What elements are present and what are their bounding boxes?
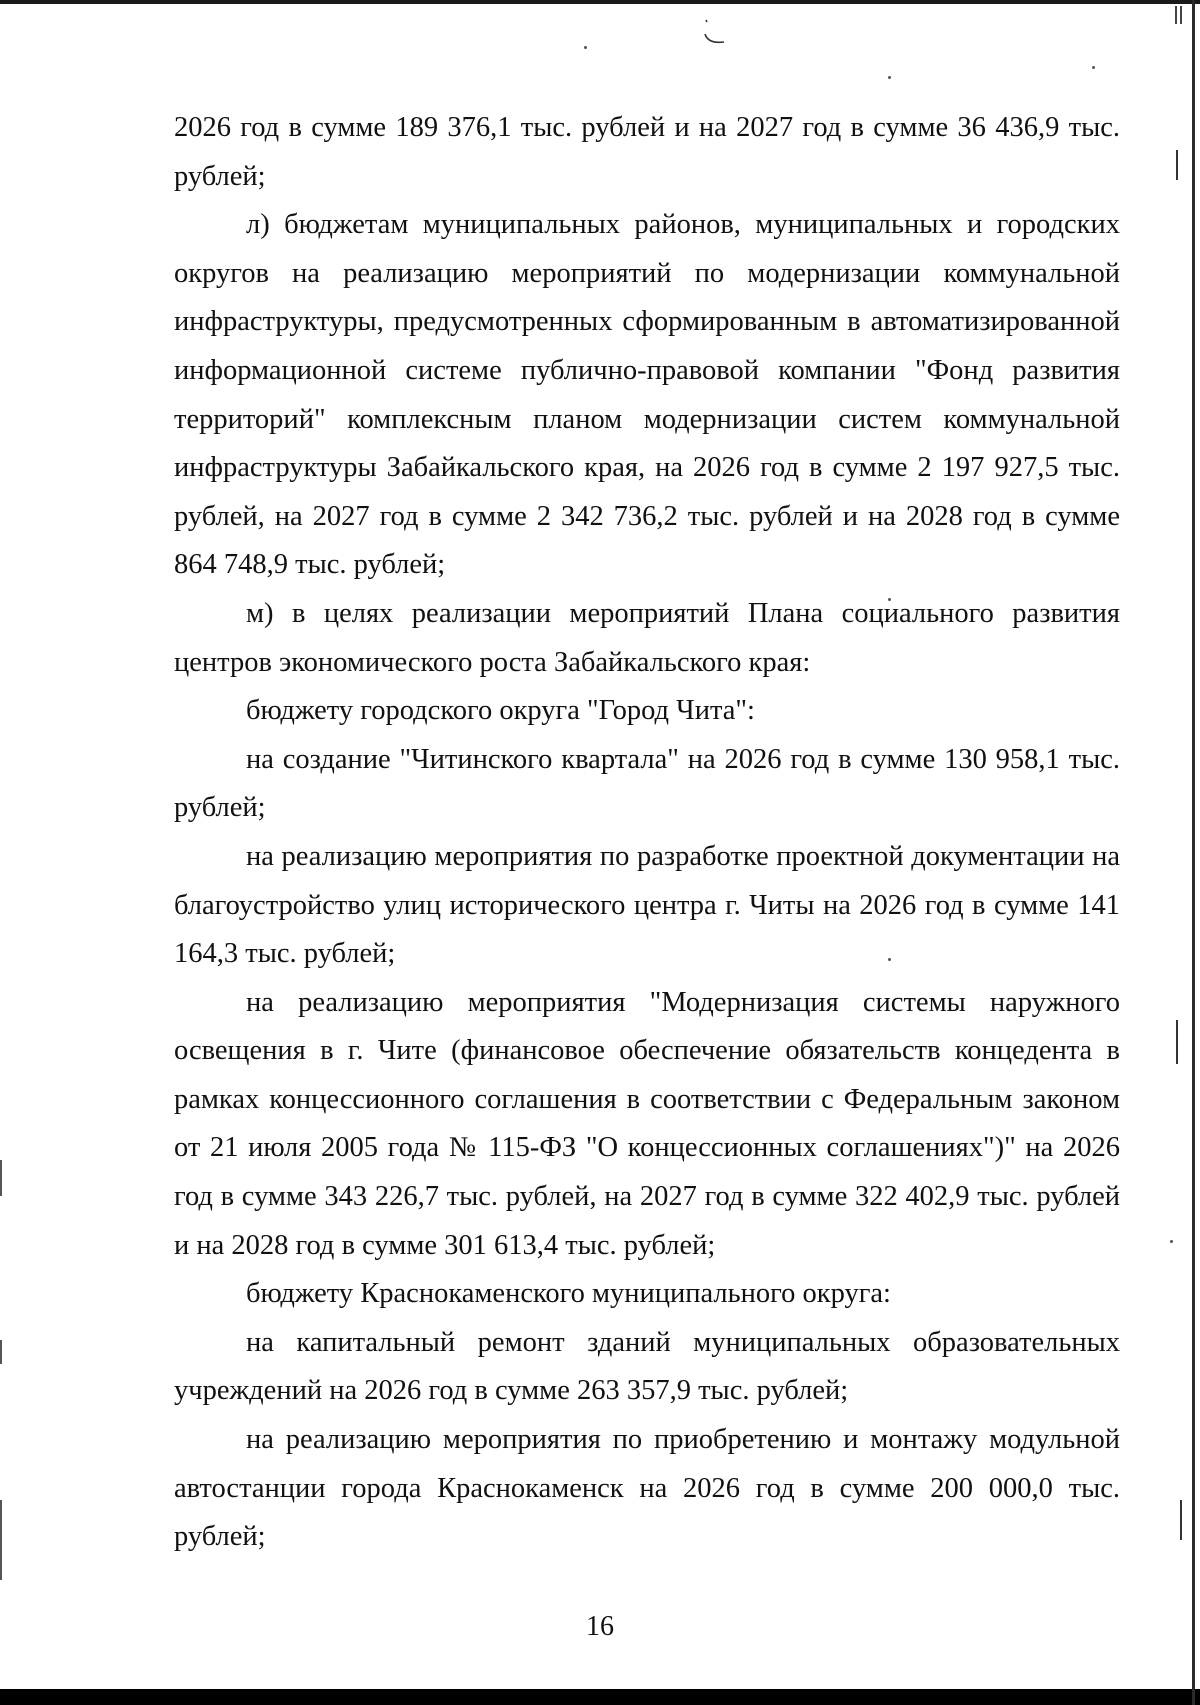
paragraph-street-lighting: на реализацию мероприятия "Модернизация системы наружного освещения в г. Чите (финансовое обеспечение обязательств концедента в рамках концессионного соглашения в соответствии с Федеральным законом от 21 июля 2005 года № 115-ФЗ "О концессионных соглашениях")" на 2026 год в сумме 343 226,7 тыс. рублей, на 2027 год в сумме 322 402,9 тыс. рублей и на 2028 год в сумме 301 613,4 тыс. рублей; <box>174 986 1120 1261</box>
scan-right-mark <box>1180 1500 1182 1540</box>
paragraph-continuation: 2026 год в сумме 189 376,1 тыс. рублей и на 2027 год в сумме 36 436,9 тыс. рублей; <box>174 112 1120 192</box>
scan-right-border <box>1192 0 1195 1705</box>
scan-dot <box>888 76 891 79</box>
paragraph-item-l: л) бюджетам муниципальных районов, муниципальных и городских округов на реализацию мероприятий по модернизации коммунальной инфраструктуры, предусмотренных сформированным в автоматизированной информационной системе публично-правовой компании "Фонд развития территорий" комплексным планом модернизации систем коммунальной инфраструктуры Забайкальского края, на 2026 год в сумме 2 197 927,5 тыс. рублей, на 2027 год в сумме 2 342 736,2 тыс. рублей и на 2028 год в сумме 864 748,9 тыс. рублей; <box>174 209 1120 581</box>
paragraph-bus-station: на реализацию мероприятия по приобретению и монтажу модульной автостанции города Краснокаменск на 2026 год в сумме 200 000,0 тыс. рублей; <box>174 1424 1120 1553</box>
paragraph-school-repair: на капитальный ремонт зданий муниципальных образовательных учреждений на 2026 год в сумме 263 357,9 тыс. рублей; <box>174 1326 1120 1407</box>
scan-dot <box>584 46 587 49</box>
scan-dot <box>1170 1240 1173 1243</box>
paragraph-historic-center: на реализацию мероприятия по разработке проектной документации на благоустройство улиц исторического центра г. Читы на 2026 год в сумме 141 164,3 тыс. рублей; <box>174 840 1120 970</box>
scan-dot <box>1092 66 1095 69</box>
document-body <box>174 104 1120 1562</box>
scan-right-mark <box>1176 150 1178 180</box>
scan-right-mark <box>1176 1020 1178 1064</box>
scan-corner-mark <box>1175 6 1185 28</box>
paragraph-krasnokamensk-budget: бюджету Краснокаменского муниципального округа: <box>246 1278 891 1310</box>
scan-left-mark <box>0 1340 2 1364</box>
paragraph-chita-quarter: на создание "Читинского квартала" на 2026 год в сумме 130 958,1 тыс. рублей; <box>174 743 1120 824</box>
page-number: 16 <box>586 1611 614 1642</box>
scan-top-border <box>0 0 1200 4</box>
scan-left-mark <box>0 1160 2 1196</box>
scan-bottom-border <box>0 1689 1200 1705</box>
paragraph-chita-budget: бюджету городского округа "Город Чита": <box>246 695 755 727</box>
scan-squiggle-mark <box>700 16 728 46</box>
scan-left-mark <box>0 1500 2 1580</box>
paragraph-item-m: м) в целях реализации мероприятий Плана социального развития центров экономического роста Забайкальского края: <box>174 597 1120 678</box>
